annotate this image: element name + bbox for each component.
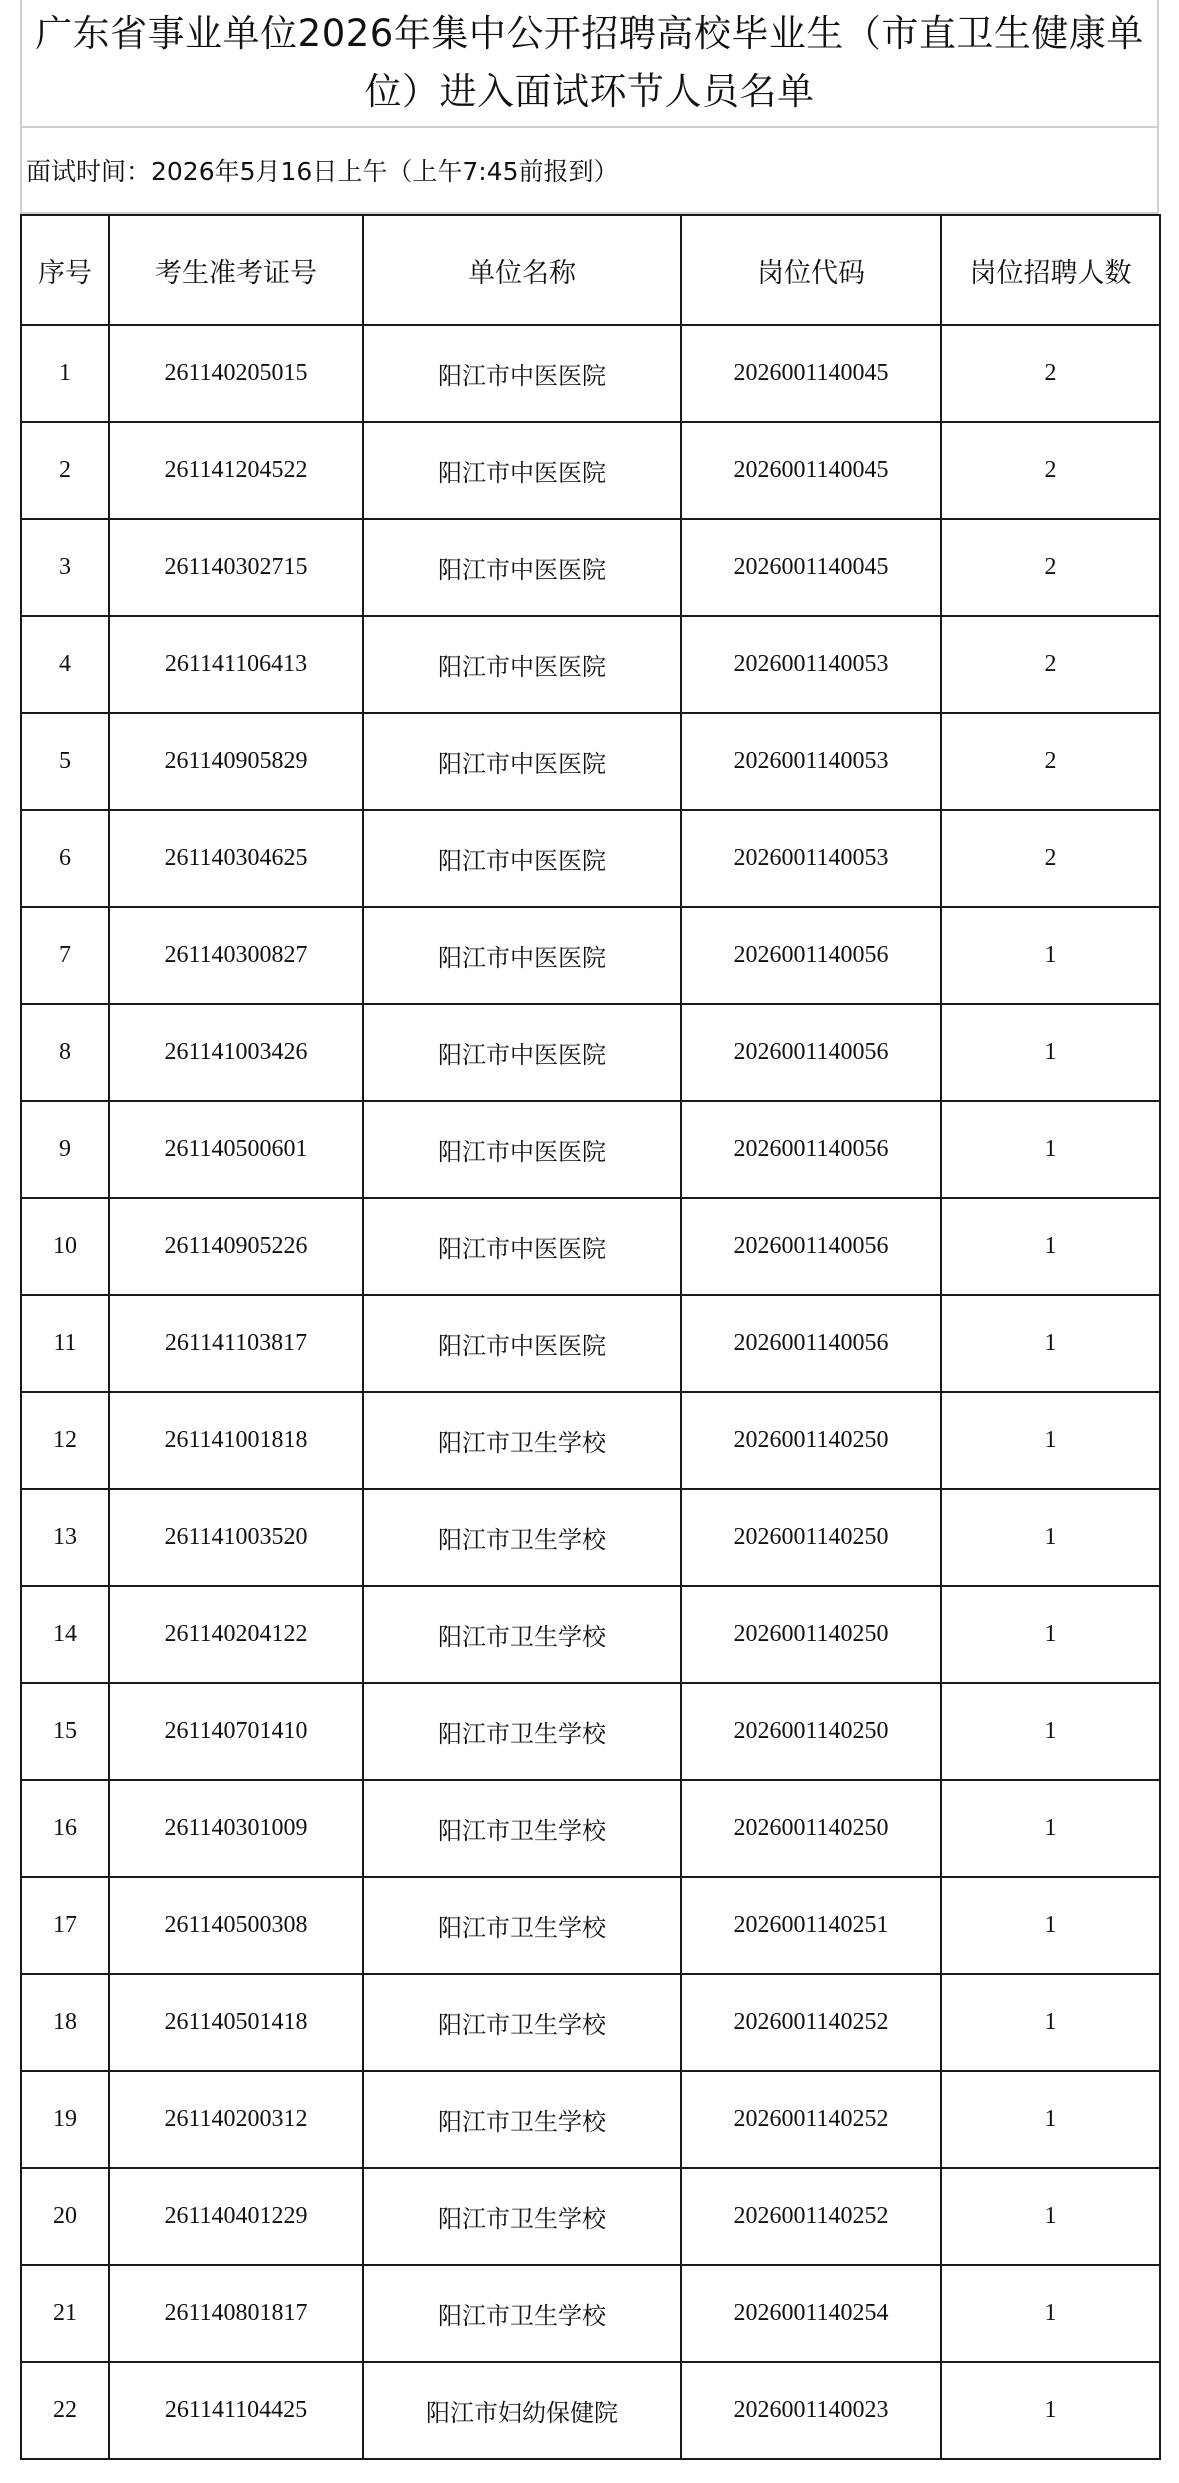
document-sheet xyxy=(20,0,1159,2460)
cell-quota: 1 xyxy=(941,1974,1160,2071)
cell-quota: 1 xyxy=(941,1295,1160,1392)
cell-serial: 16 xyxy=(21,1780,109,1877)
cell-unit-name: 阳江市卫生学校 xyxy=(363,1392,681,1489)
cell-exam-id: 261140200312 xyxy=(109,2071,363,2168)
cell-quota: 1 xyxy=(941,1004,1160,1101)
cell-exam-id: 261140500601 xyxy=(109,1101,363,1198)
cell-unit-name: 阳江市中医医院 xyxy=(363,519,681,616)
table-row xyxy=(21,422,1160,519)
cell-unit-name: 阳江市中医医院 xyxy=(363,325,681,422)
cell-unit-name: 阳江市中医医院 xyxy=(363,422,681,519)
cell-exam-id: 261140301009 xyxy=(109,1780,363,1877)
cell-post-code: 2026001140056 xyxy=(681,1004,941,1101)
cell-quota: 1 xyxy=(941,1586,1160,1683)
cell-post-code: 2026001140053 xyxy=(681,713,941,810)
header-exam-id: 考生准考证号 xyxy=(109,215,363,325)
interview-time-block xyxy=(20,128,1159,214)
cell-quota: 1 xyxy=(941,2168,1160,2265)
cell-quota: 1 xyxy=(941,1489,1160,1586)
cell-post-code: 2026001140252 xyxy=(681,1974,941,2071)
cell-post-code: 2026001140045 xyxy=(681,422,941,519)
cell-quota: 2 xyxy=(941,519,1160,616)
header-post-code: 岗位代码 xyxy=(681,215,941,325)
cell-serial: 1 xyxy=(21,325,109,422)
cell-exam-id: 261140401229 xyxy=(109,2168,363,2265)
cell-unit-name: 阳江市中医医院 xyxy=(363,1004,681,1101)
cell-quota: 1 xyxy=(941,1392,1160,1489)
cell-post-code: 2026001140252 xyxy=(681,2071,941,2168)
table-row xyxy=(21,519,1160,616)
cell-post-code: 2026001140250 xyxy=(681,1586,941,1683)
cell-post-code: 2026001140053 xyxy=(681,616,941,713)
cell-post-code: 2026001140053 xyxy=(681,810,941,907)
cell-exam-id: 261140905829 xyxy=(109,713,363,810)
table-row xyxy=(21,713,1160,810)
table-row xyxy=(21,1683,1160,1780)
cell-exam-id: 261140302715 xyxy=(109,519,363,616)
cell-exam-id: 261140304625 xyxy=(109,810,363,907)
page-title: 广东省事业单位2026年集中公开招聘高校毕业生（市直卫生健康单位）进入面试环节人员名单 xyxy=(35,12,1144,113)
table-row xyxy=(21,2362,1160,2459)
cell-unit-name: 阳江市卫生学校 xyxy=(363,1877,681,1974)
cell-exam-id: 261140300827 xyxy=(109,907,363,1004)
cell-post-code: 2026001140023 xyxy=(681,2362,941,2459)
cell-exam-id: 261140501418 xyxy=(109,1974,363,2071)
cell-exam-id: 261141103817 xyxy=(109,1295,363,1392)
title-block xyxy=(20,0,1159,128)
table-body xyxy=(21,325,1160,2459)
cell-serial: 9 xyxy=(21,1101,109,1198)
cell-unit-name: 阳江市卫生学校 xyxy=(363,2168,681,2265)
table-row xyxy=(21,1392,1160,1489)
cell-exam-id: 261140905226 xyxy=(109,1198,363,1295)
table-row xyxy=(21,1780,1160,1877)
candidate-table xyxy=(20,214,1161,2460)
table-row xyxy=(21,907,1160,1004)
cell-serial: 10 xyxy=(21,1198,109,1295)
cell-unit-name: 阳江市卫生学校 xyxy=(363,1780,681,1877)
cell-serial: 22 xyxy=(21,2362,109,2459)
header-serial: 序号 xyxy=(21,215,109,325)
table-row xyxy=(21,1198,1160,1295)
cell-serial: 3 xyxy=(21,519,109,616)
cell-post-code: 2026001140254 xyxy=(681,2265,941,2362)
cell-quota: 1 xyxy=(941,1683,1160,1780)
table-row xyxy=(21,1004,1160,1101)
cell-post-code: 2026001140250 xyxy=(681,1392,941,1489)
cell-quota: 2 xyxy=(941,810,1160,907)
cell-quota: 2 xyxy=(941,325,1160,422)
cell-post-code: 2026001140056 xyxy=(681,907,941,1004)
cell-unit-name: 阳江市中医医院 xyxy=(363,1295,681,1392)
cell-quota: 1 xyxy=(941,2362,1160,2459)
cell-exam-id: 261141003520 xyxy=(109,1489,363,1586)
cell-quota: 1 xyxy=(941,1198,1160,1295)
cell-unit-name: 阳江市卫生学校 xyxy=(363,2071,681,2168)
cell-post-code: 2026001140045 xyxy=(681,325,941,422)
table-row xyxy=(21,2265,1160,2362)
cell-quota: 1 xyxy=(941,2071,1160,2168)
cell-unit-name: 阳江市中医医院 xyxy=(363,810,681,907)
cell-exam-id: 261140500308 xyxy=(109,1877,363,1974)
cell-post-code: 2026001140252 xyxy=(681,2168,941,2265)
cell-serial: 14 xyxy=(21,1586,109,1683)
cell-exam-id: 261140204122 xyxy=(109,1586,363,1683)
table-row xyxy=(21,1974,1160,2071)
table-row xyxy=(21,2168,1160,2265)
cell-post-code: 2026001140250 xyxy=(681,1780,941,1877)
cell-serial: 13 xyxy=(21,1489,109,1586)
cell-exam-id: 261141104425 xyxy=(109,2362,363,2459)
table-row xyxy=(21,2071,1160,2168)
cell-serial: 15 xyxy=(21,1683,109,1780)
cell-serial: 4 xyxy=(21,616,109,713)
cell-unit-name: 阳江市中医医院 xyxy=(363,1198,681,1295)
table-row xyxy=(21,1877,1160,1974)
table-header-row xyxy=(21,215,1160,325)
cell-post-code: 2026001140045 xyxy=(681,519,941,616)
cell-serial: 5 xyxy=(21,713,109,810)
cell-serial: 2 xyxy=(21,422,109,519)
cell-serial: 19 xyxy=(21,2071,109,2168)
table-row xyxy=(21,1586,1160,1683)
cell-exam-id: 261141003426 xyxy=(109,1004,363,1101)
cell-unit-name: 阳江市中医医院 xyxy=(363,616,681,713)
cell-post-code: 2026001140250 xyxy=(681,1683,941,1780)
cell-exam-id: 261141001818 xyxy=(109,1392,363,1489)
cell-quota: 1 xyxy=(941,1101,1160,1198)
cell-unit-name: 阳江市卫生学校 xyxy=(363,1489,681,1586)
table-row xyxy=(21,1489,1160,1586)
cell-post-code: 2026001140056 xyxy=(681,1101,941,1198)
cell-serial: 6 xyxy=(21,810,109,907)
cell-serial: 12 xyxy=(21,1392,109,1489)
cell-quota: 1 xyxy=(941,907,1160,1004)
table-row xyxy=(21,1101,1160,1198)
cell-exam-id: 261141106413 xyxy=(109,616,363,713)
cell-serial: 8 xyxy=(21,1004,109,1101)
cell-unit-name: 阳江市中医医院 xyxy=(363,907,681,1004)
cell-quota: 2 xyxy=(941,422,1160,519)
cell-quota: 1 xyxy=(941,1877,1160,1974)
cell-unit-name: 阳江市卫生学校 xyxy=(363,1974,681,2071)
table-row xyxy=(21,616,1160,713)
cell-post-code: 2026001140056 xyxy=(681,1295,941,1392)
cell-post-code: 2026001140056 xyxy=(681,1198,941,1295)
cell-post-code: 2026001140250 xyxy=(681,1489,941,1586)
cell-serial: 7 xyxy=(21,907,109,1004)
cell-unit-name: 阳江市卫生学校 xyxy=(363,1683,681,1780)
cell-quota: 1 xyxy=(941,2265,1160,2362)
cell-serial: 11 xyxy=(21,1295,109,1392)
cell-post-code: 2026001140251 xyxy=(681,1877,941,1974)
cell-quota: 2 xyxy=(941,713,1160,810)
header-unit-name: 单位名称 xyxy=(363,215,681,325)
cell-unit-name: 阳江市卫生学校 xyxy=(363,2265,681,2362)
interview-time: 面试时间：2026年5月16日上午（上午7:45前报到） xyxy=(26,157,619,186)
cell-exam-id: 261140701410 xyxy=(109,1683,363,1780)
cell-serial: 17 xyxy=(21,1877,109,1974)
cell-exam-id: 261141204522 xyxy=(109,422,363,519)
table-row xyxy=(21,810,1160,907)
table-row xyxy=(21,325,1160,422)
cell-serial: 21 xyxy=(21,2265,109,2362)
cell-quota: 1 xyxy=(941,1780,1160,1877)
cell-unit-name: 阳江市卫生学校 xyxy=(363,1586,681,1683)
cell-unit-name: 阳江市妇幼保健院 xyxy=(363,2362,681,2459)
cell-serial: 20 xyxy=(21,2168,109,2265)
cell-unit-name: 阳江市中医医院 xyxy=(363,1101,681,1198)
cell-unit-name: 阳江市中医医院 xyxy=(363,713,681,810)
cell-serial: 18 xyxy=(21,1974,109,2071)
table-row xyxy=(21,1295,1160,1392)
header-quota: 岗位招聘人数 xyxy=(941,215,1160,325)
cell-quota: 2 xyxy=(941,616,1160,713)
cell-exam-id: 261140205015 xyxy=(109,325,363,422)
cell-exam-id: 261140801817 xyxy=(109,2265,363,2362)
